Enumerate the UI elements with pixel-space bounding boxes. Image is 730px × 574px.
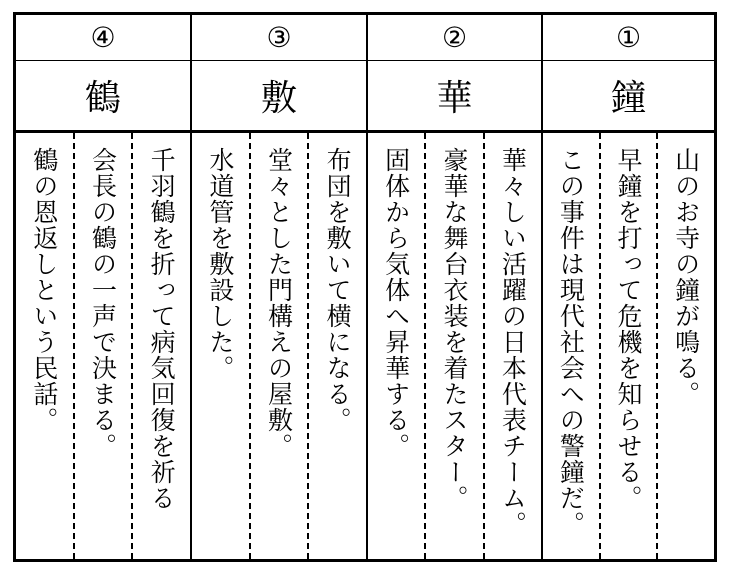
sentence-text: 布団を敷いて横になる。 [323, 147, 353, 433]
example-sentence [543, 133, 601, 559]
sentence-text: 鶴の恩返しという民話。 [29, 147, 59, 433]
column-kanji: 鐘 [543, 61, 714, 133]
column-1 [543, 15, 714, 559]
sentence-text: 固体から気体へ昇華する。 [381, 147, 411, 459]
sentence-area [368, 133, 541, 559]
sentence-area [16, 133, 190, 559]
example-sentence [75, 133, 134, 559]
example-sentence [601, 133, 659, 559]
column-kanji: 華 [368, 61, 541, 133]
kanji-worksheet [13, 12, 717, 562]
sentence-text: 会長の鶴の一声で決まる。 [88, 147, 118, 459]
example-sentence [16, 133, 75, 559]
sentence-area [192, 133, 366, 559]
sentence-text: 水道管を敷設した。 [205, 147, 235, 381]
column-2 [368, 15, 541, 559]
sentence-text: 堂々とした門構えの屋敷。 [264, 147, 294, 459]
column-kanji: 敷 [192, 61, 366, 133]
sentence-text: この事件は現代社会への警鐘だ。 [556, 147, 586, 537]
sentence-text: 華々しい活躍の日本代表チーム。 [498, 147, 528, 537]
sentence-area [543, 133, 714, 559]
example-sentence [368, 133, 426, 559]
column-number: ② [368, 15, 541, 61]
column-number: ④ [16, 15, 190, 61]
example-sentence [251, 133, 310, 559]
sentence-text: 早鐘を打って危機を知らせる。 [613, 147, 643, 511]
sentence-text: 千羽鶴を折って病気回復を祈る [147, 147, 177, 511]
example-sentence [133, 133, 190, 559]
column-4 [16, 15, 190, 559]
sentence-text: 豪華な舞台衣装を着たスター。 [440, 147, 469, 511]
example-sentence [192, 133, 251, 559]
column-number: ① [543, 15, 714, 61]
column-kanji: 鶴 [16, 61, 190, 133]
example-sentence [426, 133, 484, 559]
example-sentence [309, 133, 366, 559]
sentence-text: 山のお寺の鐘が鳴る。 [671, 147, 701, 407]
example-sentence [658, 133, 714, 559]
column-3 [192, 15, 366, 559]
column-number: ③ [192, 15, 366, 61]
example-sentence [485, 133, 541, 559]
